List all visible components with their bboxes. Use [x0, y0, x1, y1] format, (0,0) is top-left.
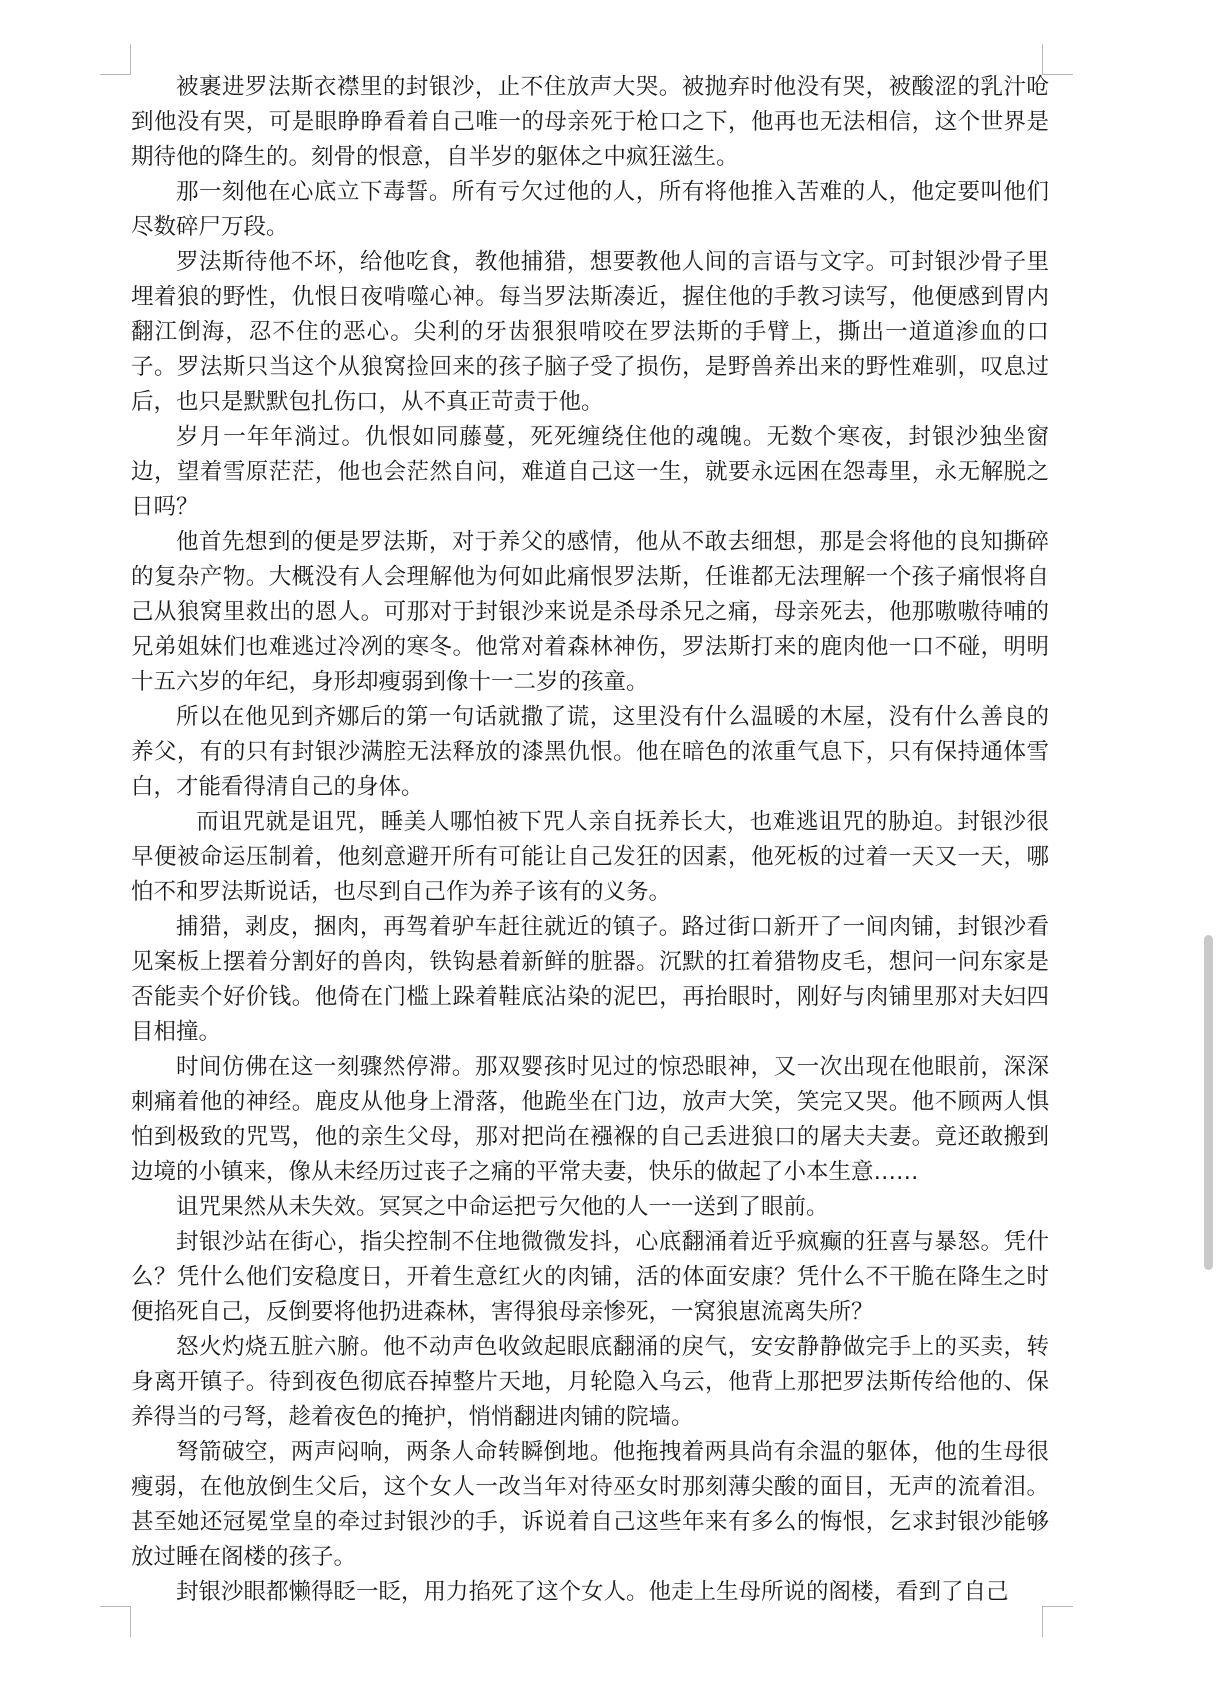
paragraph: 那一刻他在心底立下毒誓。所有亏欠过他的人，所有将他推入苦难的人，他定要叫他们尽数碎尸万段。 [131, 179, 1049, 240]
paragraph: 而诅咒就是诅咒，睡美人哪怕被下咒人亲自抚养长大，也难逃诅咒的胁迫。封银沙很早便被命运压制着，他刻意避开所有可能让自己发狂的因素，他死板的过着一天又一天，哪怕不和罗法斯说话，也尽到自己作为养子该有的义务。 [131, 809, 1049, 905]
crop-mark-top-left [100, 44, 131, 75]
paragraph: 捕猎，剥皮，捆肉，再驾着驴车赶往就近的镇子。路过街口新开了一间肉铺，封银沙看见案板上摆着分割好的兽肉，铁钩悬着新鲜的脏器。沉默的扛着猎物皮毛，想问一问东家是否能卖个好价钱。他倚在门槛上跺着鞋底沾染的泥巴，再抬眼时，刚好与肉铺里那对夫妇四目相撞。 [131, 914, 1049, 1045]
paragraph: 被裹进罗法斯衣襟里的封银沙，止不住放声大哭。被抛弃时他没有哭，被酸涩的乳汁呛到他没有哭，可是眼睁睁看着自己唯一的母亲死于枪口之下，他再也无法相信，这个世界是期待他的降生的。刻骨的恨意，自半岁的躯体之中疯狂滋生。 [131, 74, 1049, 170]
scrollbar-thumb[interactable] [1204, 935, 1213, 1270]
paragraph: 封银沙眼都懒得眨一眨，用力掐死了这个女人。他走上生母所说的阁楼，看到了自己 [176, 1579, 1009, 1605]
paragraph: 岁月一年年淌过。仇恨如同藤蔓，死死缠绕住他的魂魄。无数个寒夜，封银沙独坐窗边，望着雪原茫茫，他也会茫然自问，难道自己这一生，就要永远困在怨毒里，永无解脱之日吗？ [131, 424, 1049, 520]
paragraph: 弩箭破空，两声闷响，两条人命转瞬倒地。他拖拽着两具尚有余温的躯体，他的生母很瘦弱，在他放倒生父后，这个女人一改当年对待巫女时那刻薄尖酸的面目，无声的流着泪。甚至她还冠冕堂皇的牵过封银沙的手，诉说着自己这些年来有多么的悔恨，乞求封银沙能够放过睡在阁楼的孩子。 [131, 1439, 1049, 1570]
paragraph: 时间仿佛在这一刻骤然停滞。那双婴孩时见过的惊恐眼神，又一次出现在他眼前，深深刺痛着他的神经。鹿皮从他身上滑落，他跪坐在门边，放声大笑，笑完又哭。他不顾两人惧怕到极致的咒骂，他的亲生父母，那对把尚在襁褓的自己丢进狼口的屠夫夫妻。竟还敢搬到边境的小镇来，像从未经历过丧子之痛的平常夫妻，快乐的做起了小本生意…… [131, 1054, 1049, 1185]
paragraph: 他首先想到的便是罗法斯，对于养父的感情，他从不敢去细想，那是会将他的良知撕碎的复杂产物。大概没有人会理解他为何如此痛恨罗法斯，任谁都无法理解一个孩子痛恨将自己从狼窝里救出的恩人。可那对于封银沙来说是杀母杀兄之痛，母亲死去，他那嗷嗷待哺的兄弟姐妹们也难逃过冷冽的寒冬。他常对着森林神伤，罗法斯打来的鹿肉他一口不碰，明明十五六岁的年纪，身形却瘦弱到像十一二岁的孩童。 [131, 529, 1049, 695]
crop-mark-bottom-right [1042, 1606, 1073, 1637]
paragraph: 怒火灼烧五脏六腑。他不动声色收敛起眼底翻涌的戾气，安安静静做完手上的买卖，转身离开镇子。待到夜色彻底吞掉整片天地，月轮隐入乌云，他背上那把罗法斯传给他的、保养得当的弓弩，趁着夜色的掩护，悄悄翻进肉铺的院墙。 [131, 1334, 1049, 1430]
paragraph: 所以在他见到齐娜后的第一句话就撒了谎，这里没有什么温暖的木屋，没有什么善良的养父，有的只有封银沙满腔无法释放的漆黑仇恨。他在暗色的浓重气息下，只有保持通体雪白，才能看得清自己的身体。 [131, 704, 1049, 800]
paragraph: 罗法斯待他不坏，给他吃食，教他捕猎，想要教他人间的言语与文字。可封银沙骨子里埋着狼的野性，仇恨日夜啃噬心神。每当罗法斯凑近，握住他的手教习读写，他便感到胃内翻江倒海，忍不住的恶心。尖利的牙齿狠狠啃咬在罗法斯的手臂上，撕出一道道渗血的口子。罗法斯只当这个从狼窝捡回来的孩子脑子受了损伤，是野兽养出来的野性难驯，叹息过后，也只是默默包扎伤口，从不真正苛责于他。 [131, 249, 1049, 415]
document-body [131, 70, 1049, 1610]
paragraph: 诅咒果然从未失效。冥冥之中命运把亏欠他的人一一送到了眼前。 [176, 1194, 829, 1220]
crop-mark-bottom-left [100, 1606, 131, 1637]
paragraph: 封银沙站在街心，指尖控制不住地微微发抖，心底翻涌着近乎疯癫的狂喜与暴怒。凭什么？凭什么他们安稳度日，开着生意红火的肉铺，活的体面安康？凭什么不干脆在降生之时便掐死自己，反倒要将他扔进森林，害得狼母亲惨死，一窝狼崽流离失所？ [131, 1229, 1049, 1325]
